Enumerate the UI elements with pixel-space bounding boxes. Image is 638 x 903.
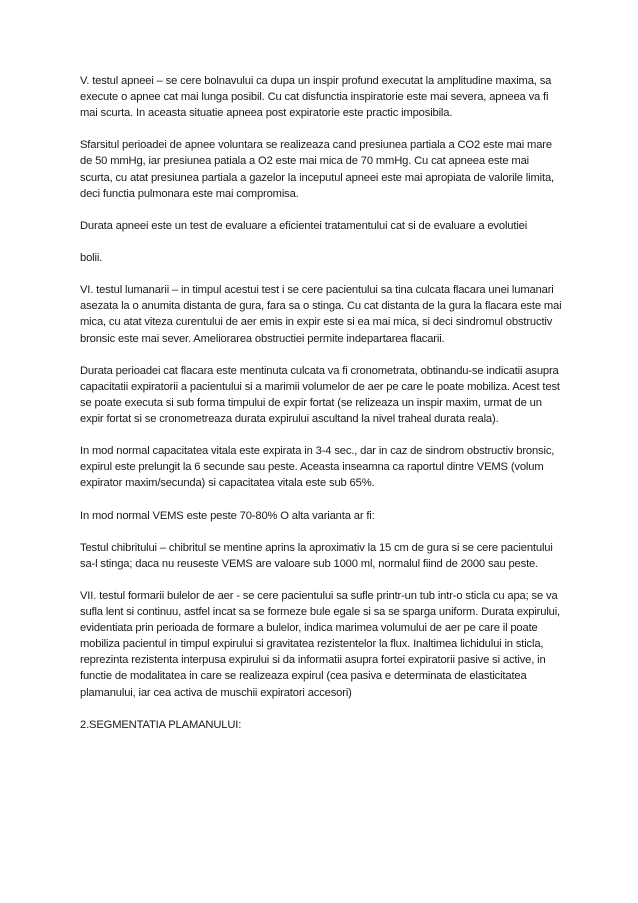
paragraph-candle-test: VI. testul lumanarii – in timpul acestui test i se cere pacientului sa tina culcata flacara unei lumanari asezata la o anumita distanta de gura, fara sa o stinga. Cu cat distanta de la gura la flacara este mai mica, cu atat viteza curentului de aer emis in expir este si ea mai mica, si deci sindromul obstructiv bronsic este mai sever. Ameliorarea obstructiei permite indepartarea flacarii. [80,284,562,345]
paragraph-vital-capacity: In mod normal capacitatea vitala este expirata in 3-4 sec., dar in caz de sindrom obstructiv bronsic, expirul este prelungit la 6 secunde sau peste. Aceasta inseamna ca raportul dintre VEMS (volum expirator maxim/secunda) si capacitatea vitala este sub 65%. [80,445,555,490]
paragraph-apnea-duration: Durata apneei este un test de evaluare a eficientei tratamentului cat si de evaluare a evolutiei [80,219,528,232]
paragraph-match-test: Testul chibritului – chibritul se mentine aprins la aproximativ la 15 cm de gura si se cere pacientului sa-l stinga; daca nu reuseste VEMS are valoare sub 1000 ml, normalul fiind de 2000 sau peste. [80,541,553,570]
paragraph-apnea-test: V. testul apneei – se cere bolnavului ca dupa un inspir profund executat la amplitudine maxima, sa execute o apnee cat mai lunga posibil. Cu cat disfunctia inspiratorie este mai severa, apneea va fi mai scurta. In aceasta situatie apneea post expiratorie este practic imposibila. [80,75,552,120]
paragraph-apnea-end: Sfarsitul perioadei de apnee voluntara se realizeaza cand presiunea partiala a CO2 este mai mare de 50 mmHg, iar presiunea patiala a O2 este mai mica de 70 mmHg. Cu cat apneea este mai scurta, cu atat presiunea partiala a gazelor la inceputul apneei este mai apropiata de valorile limita, deci functia pulmonara este mai compromisa. [80,139,554,200]
paragraph-candle-duration: Durata perioadei cat flacara este mentinuta culcata va fi cronometrata, obtinandu-se indicatii asupra capacitatii expiratorii a pacientului si a marimii volumelor de aer pe care le poate mobiliza. Acest test se poate executa si sub forma timpului de expir fortat (se relizeaza un inspir maxim, urmat de un expir fortat si se cronometreaza durata expirului ascultand la nivel traheal durata reala). [80,364,560,425]
document-body [80,73,564,733]
paragraph-bolii: bolii. [80,252,103,265]
paragraph-vems-normal: In mod normal VEMS este peste 70-80% O alta varianta ar fi: [80,509,375,522]
section-heading: 2.SEGMENTATIA PLAMANULUI: [80,718,242,731]
paragraph-bubble-test: VII. testul formarii bulelor de aer - se cere pacientului sa sufle printr-un tub intr-o sticla cu apa; se va sufla lent si continuu, astfel incat sa se formeze bule egale si sa se sparga uniform. Durata expirului, evidentiata prin perioada de formare a bulelor, indica marimea volumului de aer pe care il poate mobiliza pacientul in timpul expirului si gravitatea rezistentelor la flux. Inaltimea lichidului in sticla, reprezinta rezistenta interpusa expirului si da informatii asupra fortei expiratorii pasive si active, in functie de modalitatea in care se realizeaza expirul (cea pasiva e determinata de elasticitatea plamanului, iar cea activa de muschii expiratori accesori) [80,590,561,699]
